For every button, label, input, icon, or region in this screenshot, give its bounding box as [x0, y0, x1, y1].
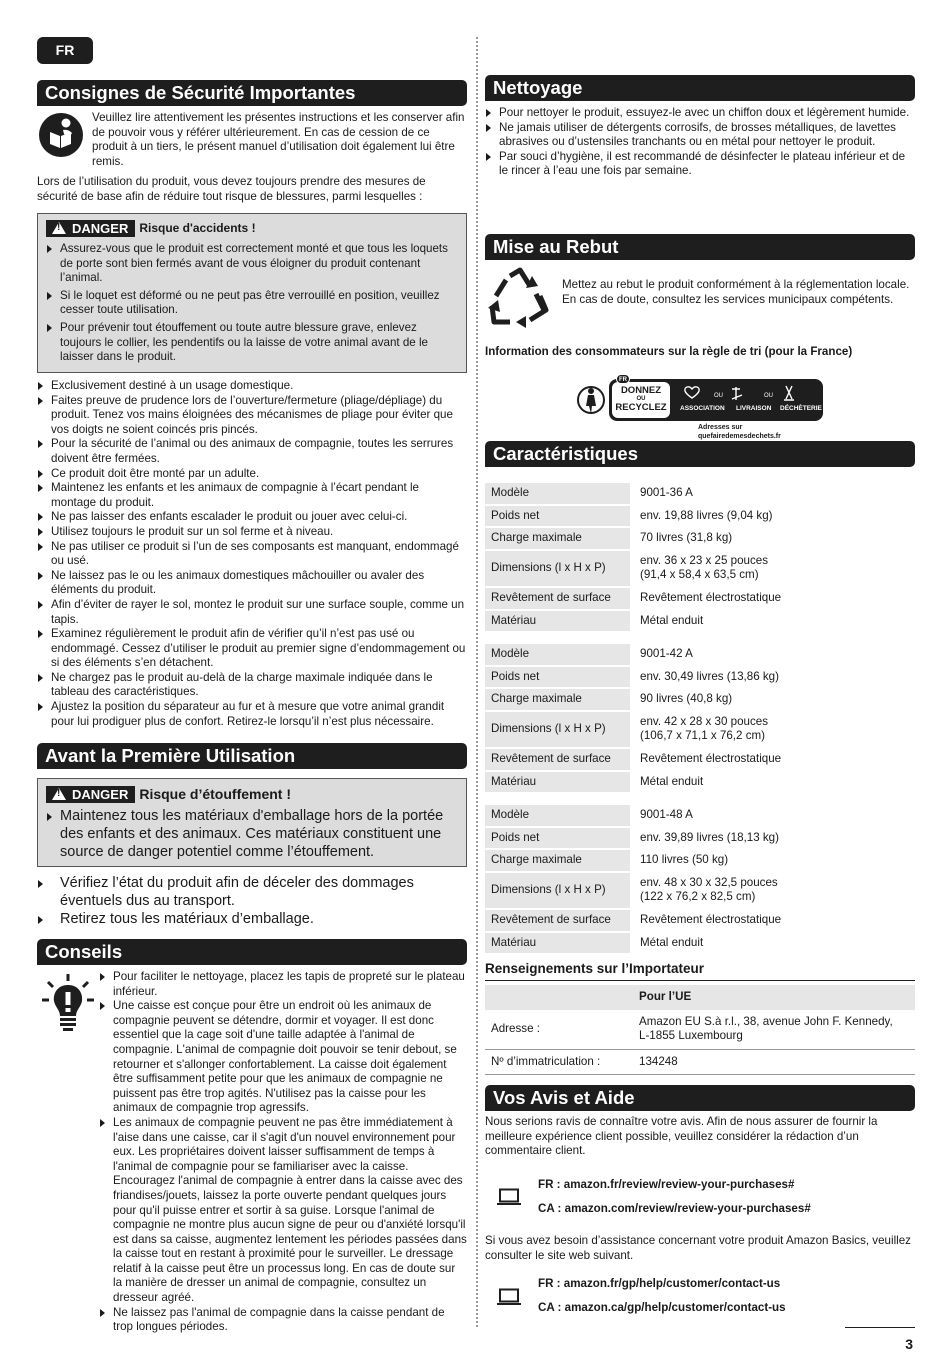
tips-list: [99, 970, 467, 1335]
triman-donnez: DONNEZ: [620, 385, 662, 396]
list-item: Une caisse est conçue pour être un endroit où les animaux de compagnie peuvent se détendre, dormir et voyager. Il est donc essentiel que la cage soit d'une taille adaptée à l'animal de compagnie. L'animal de compagnie doit pouvoir se tenir debout, se retourner et s'allonger confortablement. La caisse doit également être suffisamment petite pour que les animaux de compagnie ne puissent pas être trop agités. N'utilisez pas la caisse pour les animaux de compagnie trop agressifs.: [99, 999, 467, 1116]
column-divider: [476, 37, 478, 1327]
list-item: Pour nettoyer le produit, essuyez-le avec un chiffon doux et légèrement humide.: [485, 106, 915, 121]
list-item: Ne jamais utiliser de détergents corrosifs, de brosses métalliques, de lavettes abrasives ou d’ustensiles tranchants ou en métal pour nettoyer le produit.: [485, 121, 915, 150]
spec-table-1: [485, 481, 915, 633]
importer-reg-value: 134248: [633, 1049, 915, 1075]
list-item: Faites preuve de prudence lors de l’ouverture/fermeture (pliage/dépliage) du produit. Tenez vos mains éloignées des mécanismes de pliage pour éviter que vos doigts ne soient coincés pris pincés.: [37, 394, 467, 438]
list-item: Maintenez tous les matériaux d'emballage hors de la portée des enfants et des animaux. Ces matériaux constituent une source de danger potentiel comme l’étouffement.: [46, 807, 458, 861]
list-item: Pour faciliter le nettoyage, placez les tapis de propreté sur le plateau inférieur.: [99, 970, 467, 999]
table-row: Charge maximale 90 livres (40,8 kg): [485, 689, 915, 710]
list-item: Utilisez toujours le produit sur un sol ferme et à niveau.: [37, 525, 467, 540]
list-item: Maintenez les enfants et les animaux de compagnie à l’écart pendant le montage du produit.: [37, 481, 467, 510]
table-row: Revêtement de surface Revêtement électrostatique: [485, 588, 915, 609]
triman-fr-badge: FR: [616, 374, 630, 384]
cleaning-list: [485, 106, 915, 179]
list-item: Vérifiez l’état du produit afin de déceler des dommages éventuels dus au transport.: [37, 874, 467, 910]
danger-box-suffocation: [37, 778, 467, 867]
svg-text:OU: OU: [714, 393, 723, 399]
danger-risk: Risque d’étouffement !: [139, 786, 292, 803]
laptop-icon: [496, 1288, 522, 1306]
safety-intro: Veuillez lire attentivement les présentes instructions et les conserver afin de pouvoir vous y référer ultérieurement. En cas de cession de ce produit à un tiers, le présent manuel d’utilisation doit également lui être remis.: [92, 111, 465, 168]
table-row: Poids net env. 39,89 livres (18,13 kg): [485, 828, 915, 849]
disposal-section: [485, 234, 915, 260]
triman-opt-association: ASSOCIATION: [680, 405, 725, 412]
safety-section: [37, 80, 467, 106]
page-number: 3: [905, 1336, 913, 1352]
list-item: Les animaux de compagnie peuvent ne pas être immédiatement à l'aise dans une caisse, car il s'agit d'un nouvel environnement pour eux. Les propriétaires doivent laisser suffisamment de temps à l'animal de compagnie pour se familiariser avec la caisse. Encouragez l'animal de compagnie à entrer dans la caisse avec des friandises/jouets, laissez la porte ouverte pendant quelques jours pour qu'il puisse entrer et sortir à sa guise. Lorsque l'animal de compagnie ne montre plus aucun signe de peur ou d'anxiété lorsqu'il est dans sa caisse, augmentez lentement les périodes passées dans la caisse tout en restant à proximité pour le surveiller. Le dressage relatif à la caisse peut être un processus long. En cas de doute sur la manière de dresser un animal de compagnie, consultez un dresseur agréé.: [99, 1116, 467, 1306]
list-item: Ne laissez pas le ou les animaux domestiques mâchouiller ou avaler des éléments du produit.: [37, 569, 467, 598]
table-row: Dimensions (l x H x P) env. 36 x 23 x 25 pouces (91,4 x 58,4 x 63,5 cm): [485, 551, 915, 586]
table-row: Matériau Métal enduit: [485, 933, 915, 954]
safety-title: Consignes de Sécurité Importantes: [37, 80, 467, 106]
first-use-list: [37, 874, 467, 928]
list-item: Si le loquet est déformé ou ne peut pas être verrouillé en position, veuillez cesser toute utilisation.: [46, 289, 458, 318]
safety-lead: Lors de l’utilisation du produit, vous devez toujours prendre des mesures de sécurité de base afin de réduire tout risque de blessures, parmi lesquelles :: [37, 175, 426, 203]
table-row: Dimensions (l x H x P) env. 42 x 28 x 30 pouces (106,7 x 71,1 x 76,2 cm): [485, 712, 915, 747]
list-item: Afin d’éviter de rayer le sol, montez le produit sur une surface souple, comme un tapis.: [37, 598, 467, 627]
table-row: Charge maximale 110 livres (50 kg): [485, 850, 915, 871]
danger-tag: !DANGER: [46, 220, 135, 237]
triman-opt-decheterie: DÉCHÈTERIE: [780, 405, 822, 412]
list-item: Assurez-vous que le produit est correctement monté et que tous les loquets de porte sont bien fermés avant de vous éloigner du produit contenant l’animal.: [46, 242, 458, 286]
spec-table-2: [485, 642, 915, 794]
warning-icon: [52, 788, 66, 800]
importer-table: [485, 985, 915, 1075]
importer-address-label: Adresse :: [485, 1010, 633, 1050]
list-item: Par souci d’hygiène, il est recommandé de désinfecter le plateau inférieur et de le rincer à l’eau une fois par semaine.: [485, 150, 915, 179]
tips-title: Conseils: [37, 939, 467, 965]
danger-box-accidents: [37, 213, 467, 373]
list-item: Pour la sécurité de l’animal ou des animaux de compagnie, toutes les serrures doivent être fermées.: [37, 437, 467, 466]
feedback-title: Vos Avis et Aide: [485, 1085, 915, 1111]
read-manual-icon: [38, 112, 84, 158]
tips-section: [37, 939, 467, 965]
disposal-text: Mettez au rebut le produit conformément à la réglementation locale. En cas de doute, consultez les services municipaux compétents.: [562, 278, 910, 306]
recycle-icon: [486, 266, 554, 330]
table-row: Matériau Métal enduit: [485, 611, 915, 632]
list-item: Examinez régulièrement le produit afin de vérifier qu’il n’est pas usé ou endommagé. Cessez d’utiliser le produit au premier signe d’endommagement ou si des éléments s’en détachent.: [37, 627, 467, 671]
table-row: Poids net env. 30,49 livres (13,86 kg): [485, 667, 915, 688]
table-row: [485, 1010, 915, 1050]
disposal-title: Mise au Rebut: [485, 234, 915, 260]
first-use-title: Avant la Première Utilisation: [37, 743, 467, 769]
importer-address: Amazon EU S.à r.l., 38, avenue John F. Kennedy, L-1855 Luxembourg: [633, 1010, 915, 1050]
feedback-text: Nous serions ravis de connaître votre avis. Afin de nous assurer de fournir la meilleure expérience client possible, veuillez considérer la rédaction d’un commentaire client.: [485, 1115, 878, 1158]
list-item: Ajustez la position du séparateur au fur et à mesure que votre animal grandit pour lui prodiguer plus de confort. Retirez-le lorsqu’il n’est plus nécessaire.: [37, 700, 467, 729]
svg-text:OU: OU: [764, 393, 773, 399]
list-item: Ne pas utiliser ce produit si l’un de ses composants est manquant, endommagé ou usé.: [37, 540, 467, 569]
importer-col-header: Pour l’UE: [633, 985, 915, 1010]
list-item: Ce produit doit être monté par un adulte.: [37, 467, 467, 482]
spec-table-3: [485, 803, 915, 955]
cleaning-title: Nettoyage: [485, 75, 915, 101]
triman-recyclez: RECYCLEZ: [615, 402, 667, 413]
table-row: Modèle 9001-42 A: [485, 644, 915, 665]
help-link-ca[interactable]: CA : amazon.ca/gp/help/customer/contact-us: [538, 1301, 786, 1314]
list-item: Ne laissez pas l'animal de compagnie dans la caisse pendant de trop longues périodes.: [99, 1306, 467, 1335]
triman-option-icons: [674, 383, 822, 405]
danger-risk: Risque d'accidents !: [139, 221, 256, 236]
laptop-icon: [496, 1188, 522, 1206]
triman-ou: OU: [636, 396, 646, 402]
triman-logo: [576, 375, 826, 440]
triman-heading: Information des consommateurs sur la règle de tri (pour la France): [485, 345, 853, 358]
table-row: Poids net env. 19,88 livres (9,04 kg): [485, 506, 915, 527]
table-row: Matériau Métal enduit: [485, 772, 915, 793]
language-badge: FR: [37, 37, 93, 64]
importer-reg-label: Nº d’immatriculation :: [485, 1049, 633, 1075]
table-row: Revêtement de surface Revêtement électrostatique: [485, 910, 915, 931]
review-link-ca[interactable]: CA : amazon.com/review/review-your-purchases#: [538, 1202, 811, 1215]
first-use-section: [37, 743, 467, 769]
warning-icon: [52, 222, 66, 234]
triman-opt-livraison: LIVRAISON: [736, 405, 772, 412]
list-item: Pour prévenir tout étouffement ou toute autre blessure grave, enlevez toujours le collier, les pendentifs ou la laisse de votre animal avant de le laisser dans le produit.: [46, 321, 458, 365]
list-item: Ne chargez pas le produit au-delà de la charge maximale indiquée dans le tableau des caractéristiques.: [37, 671, 467, 700]
danger-tag: !DANGER: [46, 786, 135, 803]
review-link-fr[interactable]: FR : amazon.fr/review/review-your-purchases#: [538, 1178, 795, 1191]
lightbulb-icon: [40, 972, 96, 1036]
cleaning-section: [485, 75, 915, 101]
table-row: Modèle 9001-36 A: [485, 483, 915, 504]
safety-list: [37, 379, 467, 729]
table-row: Revêtement de surface Revêtement électrostatique: [485, 749, 915, 770]
help-link-fr[interactable]: FR : amazon.fr/gp/help/customer/contact-us: [538, 1277, 781, 1290]
table-row: [485, 1049, 915, 1075]
feedback-section: [485, 1085, 915, 1111]
footer-rule: [845, 1327, 915, 1328]
table-row: Charge maximale 70 livres (31,8 kg): [485, 528, 915, 549]
help-text: Si vous avez besoin d’assistance concernant votre produit Amazon Basics, veuillez consulter le site web suivant.: [485, 1234, 911, 1262]
table-row: Modèle 9001-48 A: [485, 805, 915, 826]
table-row: [485, 985, 915, 1010]
list-item: Retirez tous les matériaux d’emballage.: [37, 910, 467, 928]
table-row: Dimensions (l x H x P) env. 48 x 30 x 32,5 pouces (122 x 76,2 x 82,5 cm): [485, 873, 915, 908]
importer-title: Renseignements sur l’Importateur: [485, 960, 915, 981]
specs-title: Caractéristiques: [485, 441, 915, 467]
list-item: Exclusivement destiné à un usage domestique.: [37, 379, 467, 394]
list-item: Ne pas laisser des enfants escalader le produit ou jouer avec celui-ci.: [37, 510, 467, 525]
triman-address: Adresses sur quefairedemesdechets.fr: [698, 424, 781, 440]
triman-icon: [576, 384, 606, 416]
specs-section: [485, 441, 915, 467]
